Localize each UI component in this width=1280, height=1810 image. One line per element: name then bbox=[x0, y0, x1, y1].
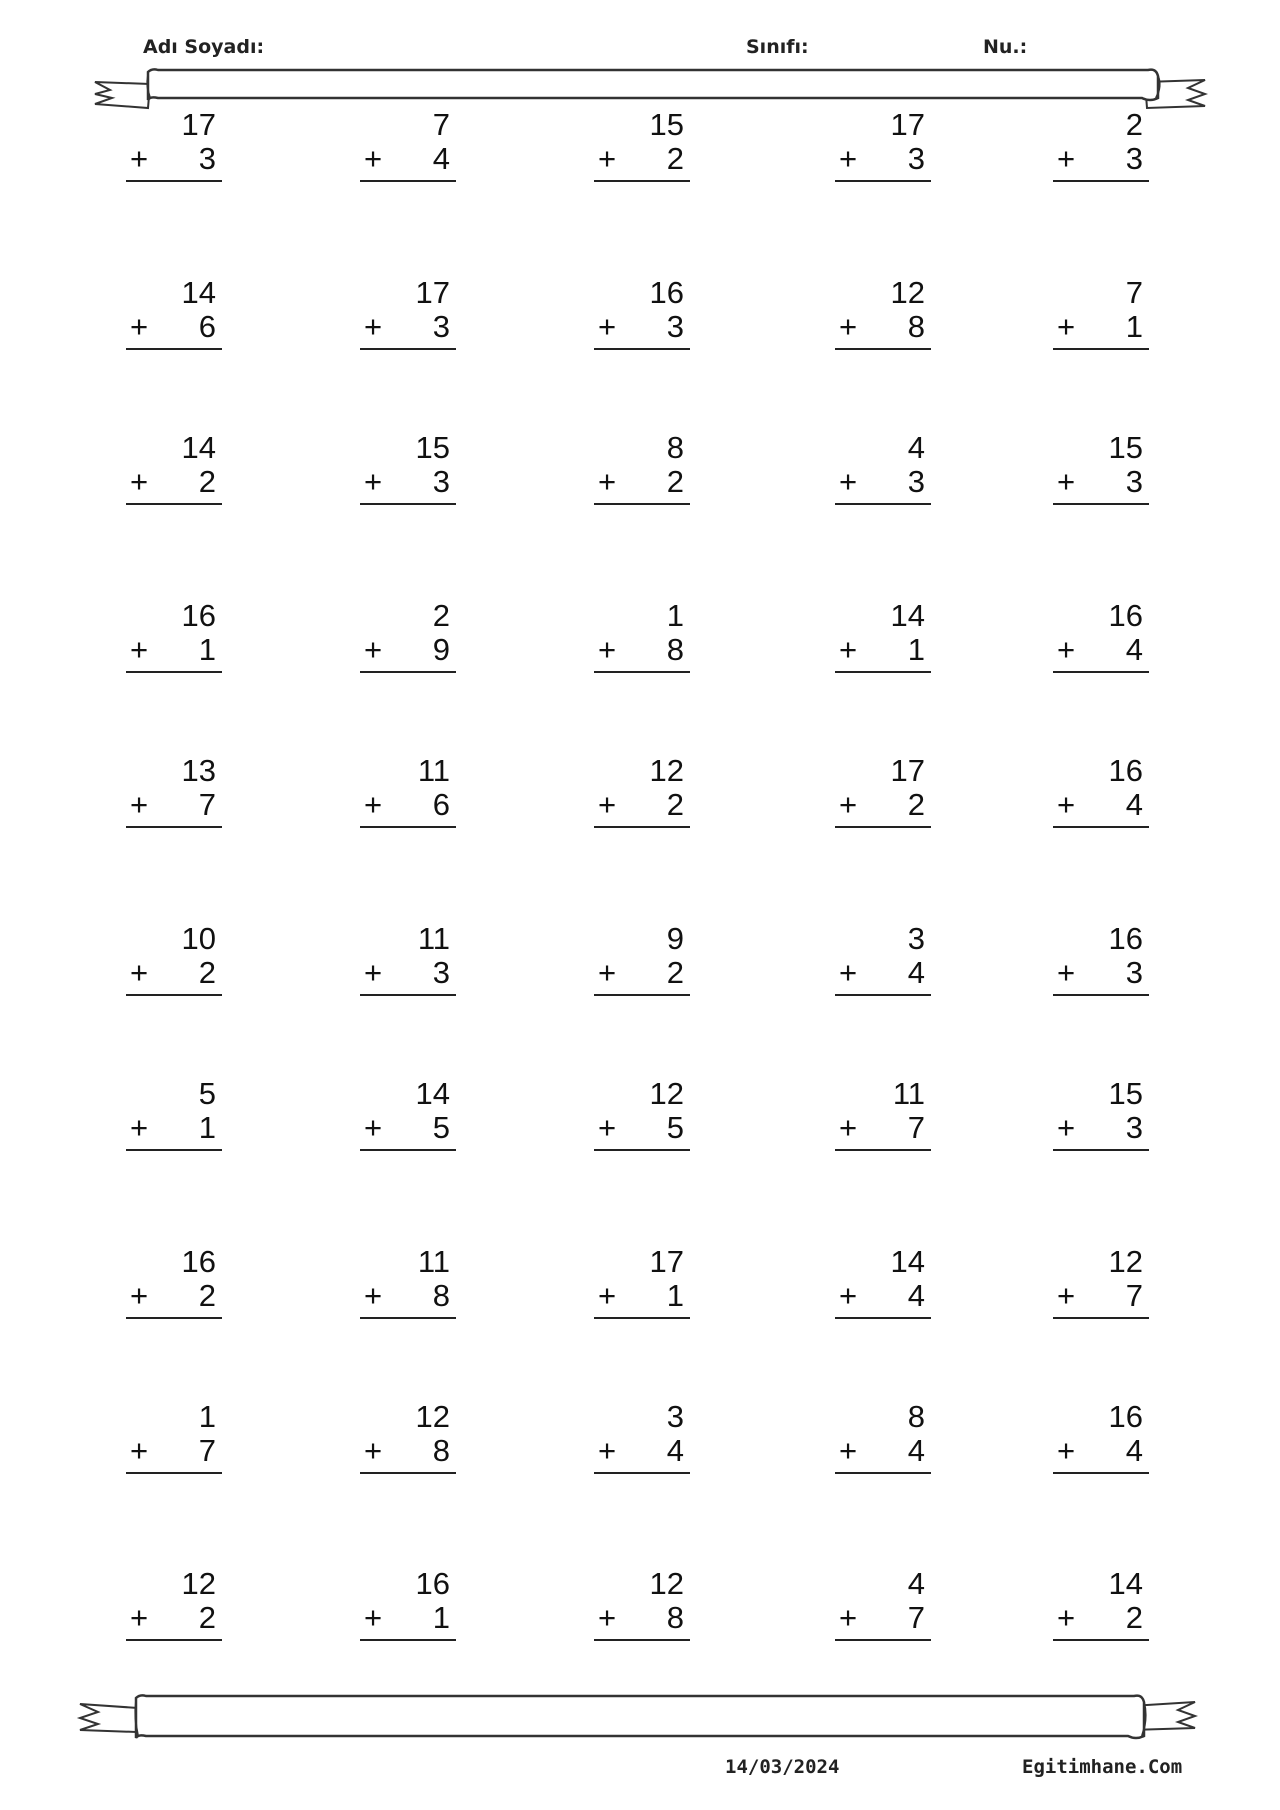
augend: 3 bbox=[907, 921, 925, 956]
sum-line bbox=[1053, 348, 1149, 350]
augend: 11 bbox=[892, 1076, 925, 1111]
sum-line bbox=[835, 348, 931, 350]
plus-sign: + bbox=[130, 309, 149, 344]
addend: 1 bbox=[432, 1600, 450, 1635]
sum-line bbox=[360, 1149, 456, 1151]
sum-line bbox=[594, 1472, 690, 1474]
addend: 4 bbox=[666, 1433, 684, 1468]
augend: 11 bbox=[417, 753, 450, 788]
addition-problem bbox=[590, 431, 690, 511]
augend: 16 bbox=[181, 598, 216, 633]
plus-sign: + bbox=[598, 141, 617, 176]
addition-problem bbox=[831, 1567, 931, 1647]
augend: 17 bbox=[890, 107, 925, 142]
addend: 3 bbox=[1125, 1110, 1143, 1145]
plus-sign: + bbox=[1057, 309, 1076, 344]
plus-sign: + bbox=[364, 787, 383, 822]
sum-line bbox=[360, 671, 456, 673]
plus-sign: + bbox=[130, 1433, 149, 1468]
plus-sign: + bbox=[130, 632, 149, 667]
sum-line bbox=[126, 348, 222, 350]
sum-line bbox=[835, 671, 931, 673]
plus-sign: + bbox=[839, 1278, 858, 1313]
addition-problem bbox=[590, 599, 690, 679]
sum-line bbox=[594, 348, 690, 350]
addend: 4 bbox=[907, 1278, 925, 1313]
sum-line bbox=[360, 348, 456, 350]
addend: 2 bbox=[666, 787, 684, 822]
addend: 8 bbox=[432, 1433, 450, 1468]
plus-sign: + bbox=[598, 955, 617, 990]
sum-line bbox=[1053, 1472, 1149, 1474]
addition-problem bbox=[590, 108, 690, 188]
addend: 8 bbox=[666, 1600, 684, 1635]
addend: 3 bbox=[666, 309, 684, 344]
addition-problem bbox=[356, 276, 456, 356]
addend: 2 bbox=[666, 464, 684, 499]
augend: 4 bbox=[907, 430, 925, 465]
addend: 1 bbox=[666, 1278, 684, 1313]
addition-problem bbox=[831, 276, 931, 356]
addend: 5 bbox=[666, 1110, 684, 1145]
addend: 2 bbox=[198, 1278, 216, 1313]
augend: 16 bbox=[1108, 921, 1143, 956]
addition-problem bbox=[831, 108, 931, 188]
augend: 12 bbox=[649, 1076, 684, 1111]
augend: 8 bbox=[907, 1399, 925, 1434]
plus-sign: + bbox=[364, 464, 383, 499]
addend: 7 bbox=[907, 1110, 925, 1145]
plus-sign: + bbox=[1057, 141, 1076, 176]
sum-line bbox=[126, 826, 222, 828]
plus-sign: + bbox=[839, 464, 858, 499]
addition-problem bbox=[122, 754, 222, 834]
plus-sign: + bbox=[130, 141, 149, 176]
addend: 7 bbox=[1125, 1278, 1143, 1313]
sum-line bbox=[1053, 671, 1149, 673]
addend: 8 bbox=[907, 309, 925, 344]
augend: 17 bbox=[181, 107, 216, 142]
addend: 3 bbox=[907, 141, 925, 176]
augend: 17 bbox=[890, 753, 925, 788]
addition-problem bbox=[1049, 1245, 1149, 1325]
augend: 1 bbox=[666, 598, 684, 633]
plus-sign: + bbox=[598, 309, 617, 344]
sum-line bbox=[594, 826, 690, 828]
addend: 2 bbox=[198, 955, 216, 990]
addition-problem bbox=[831, 922, 931, 1002]
sum-line bbox=[360, 826, 456, 828]
addition-problem bbox=[1049, 431, 1149, 511]
sum-line bbox=[126, 1317, 222, 1319]
addend: 4 bbox=[907, 1433, 925, 1468]
name-label: Adı Soyadı: bbox=[143, 36, 265, 58]
addend: 8 bbox=[432, 1278, 450, 1313]
addend: 1 bbox=[1125, 309, 1143, 344]
addend: 7 bbox=[907, 1600, 925, 1635]
augend: 12 bbox=[181, 1566, 216, 1601]
augend: 14 bbox=[890, 1244, 925, 1279]
addition-problem bbox=[590, 1245, 690, 1325]
addend: 2 bbox=[666, 955, 684, 990]
augend: 14 bbox=[181, 430, 216, 465]
addition-problem bbox=[356, 1077, 456, 1157]
sum-line bbox=[1053, 1317, 1149, 1319]
sum-line bbox=[360, 1317, 456, 1319]
augend: 14 bbox=[1108, 1566, 1143, 1601]
sum-line bbox=[594, 1149, 690, 1151]
addend: 8 bbox=[666, 632, 684, 667]
plus-sign: + bbox=[1057, 632, 1076, 667]
augend: 13 bbox=[181, 753, 216, 788]
plus-sign: + bbox=[364, 1110, 383, 1145]
sum-line bbox=[1053, 1639, 1149, 1641]
augend: 17 bbox=[415, 275, 450, 310]
sum-line bbox=[360, 994, 456, 996]
addition-problem bbox=[1049, 1077, 1149, 1157]
plus-sign: + bbox=[839, 1110, 858, 1145]
addend: 2 bbox=[1125, 1600, 1143, 1635]
plus-sign: + bbox=[839, 141, 858, 176]
addition-problem bbox=[122, 1567, 222, 1647]
addition-problem bbox=[1049, 754, 1149, 834]
addend: 3 bbox=[1125, 141, 1143, 176]
plus-sign: + bbox=[364, 632, 383, 667]
plus-sign: + bbox=[1057, 464, 1076, 499]
addition-problem bbox=[356, 108, 456, 188]
sum-line bbox=[835, 503, 931, 505]
augend: 9 bbox=[666, 921, 684, 956]
addend: 6 bbox=[198, 309, 216, 344]
sum-line bbox=[126, 180, 222, 182]
plus-sign: + bbox=[598, 1278, 617, 1313]
plus-sign: + bbox=[364, 309, 383, 344]
plus-sign: + bbox=[1057, 787, 1076, 822]
addition-problem bbox=[122, 276, 222, 356]
sum-line bbox=[594, 1639, 690, 1641]
addition-problem bbox=[590, 1400, 690, 1480]
addend: 3 bbox=[907, 464, 925, 499]
plus-sign: + bbox=[839, 632, 858, 667]
sum-line bbox=[835, 994, 931, 996]
addition-problem bbox=[1049, 922, 1149, 1002]
plus-sign: + bbox=[364, 1600, 383, 1635]
addend: 1 bbox=[907, 632, 925, 667]
sum-line bbox=[594, 503, 690, 505]
addend: 5 bbox=[432, 1110, 450, 1145]
addition-problem bbox=[831, 431, 931, 511]
sum-line bbox=[835, 1639, 931, 1641]
ribbon-banner-icon bbox=[0, 1692, 1280, 1752]
addition-problem bbox=[590, 1567, 690, 1647]
sum-line bbox=[1053, 994, 1149, 996]
augend: 12 bbox=[649, 1566, 684, 1601]
class-label: Sınıfı: bbox=[746, 36, 809, 58]
addition-problem bbox=[831, 1245, 931, 1325]
addend: 1 bbox=[198, 632, 216, 667]
addition-problem bbox=[590, 754, 690, 834]
augend: 2 bbox=[1125, 107, 1143, 142]
plus-sign: + bbox=[130, 464, 149, 499]
augend: 14 bbox=[890, 598, 925, 633]
addend: 4 bbox=[432, 141, 450, 176]
sum-line bbox=[835, 180, 931, 182]
number-label: Nu.: bbox=[983, 36, 1028, 58]
augend: 5 bbox=[198, 1076, 216, 1111]
addend: 3 bbox=[432, 955, 450, 990]
augend: 16 bbox=[1108, 753, 1143, 788]
plus-sign: + bbox=[1057, 1278, 1076, 1313]
plus-sign: + bbox=[598, 1433, 617, 1468]
footer-site: Egitimhane.Com bbox=[1022, 1756, 1183, 1778]
plus-sign: + bbox=[598, 1600, 617, 1635]
footer-date: 14/03/2024 bbox=[725, 1756, 840, 1778]
augend: 7 bbox=[432, 107, 450, 142]
augend: 11 bbox=[417, 1244, 450, 1279]
augend: 12 bbox=[1108, 1244, 1143, 1279]
sum-line bbox=[1053, 180, 1149, 182]
plus-sign: + bbox=[1057, 1110, 1076, 1145]
sum-line bbox=[360, 180, 456, 182]
sum-line bbox=[835, 1149, 931, 1151]
augend: 1 bbox=[198, 1399, 216, 1434]
sum-line bbox=[126, 1149, 222, 1151]
addend: 3 bbox=[1125, 955, 1143, 990]
sum-line bbox=[126, 503, 222, 505]
addition-problem bbox=[1049, 108, 1149, 188]
addition-problem bbox=[356, 1245, 456, 1325]
addition-problem bbox=[356, 599, 456, 679]
addition-problem bbox=[122, 922, 222, 1002]
sum-line bbox=[1053, 826, 1149, 828]
addition-problem bbox=[122, 1400, 222, 1480]
plus-sign: + bbox=[598, 464, 617, 499]
plus-sign: + bbox=[130, 1278, 149, 1313]
augend: 17 bbox=[649, 1244, 684, 1279]
sum-line bbox=[835, 1317, 931, 1319]
addend: 3 bbox=[432, 309, 450, 344]
addend: 7 bbox=[198, 1433, 216, 1468]
augend: 16 bbox=[1108, 1399, 1143, 1434]
sum-line bbox=[126, 1472, 222, 1474]
augend: 16 bbox=[1108, 598, 1143, 633]
addition-problem bbox=[122, 108, 222, 188]
sum-line bbox=[594, 671, 690, 673]
augend: 12 bbox=[415, 1399, 450, 1434]
addition-problem bbox=[356, 754, 456, 834]
augend: 16 bbox=[415, 1566, 450, 1601]
augend: 3 bbox=[666, 1399, 684, 1434]
addend: 3 bbox=[198, 141, 216, 176]
plus-sign: + bbox=[598, 1110, 617, 1145]
plus-sign: + bbox=[839, 955, 858, 990]
sum-line bbox=[594, 180, 690, 182]
addend: 4 bbox=[1125, 1433, 1143, 1468]
augend: 12 bbox=[890, 275, 925, 310]
addend: 4 bbox=[907, 955, 925, 990]
plus-sign: + bbox=[130, 1600, 149, 1635]
sum-line bbox=[594, 1317, 690, 1319]
addend: 4 bbox=[1125, 632, 1143, 667]
addition-problem bbox=[1049, 1567, 1149, 1647]
sum-line bbox=[835, 1472, 931, 1474]
augend: 2 bbox=[432, 598, 450, 633]
addition-problem bbox=[1049, 599, 1149, 679]
plus-sign: + bbox=[364, 1278, 383, 1313]
plus-sign: + bbox=[130, 1110, 149, 1145]
addition-problem bbox=[122, 599, 222, 679]
augend: 14 bbox=[415, 1076, 450, 1111]
augend: 14 bbox=[181, 275, 216, 310]
addition-problem bbox=[590, 1077, 690, 1157]
plus-sign: + bbox=[839, 787, 858, 822]
plus-sign: + bbox=[598, 632, 617, 667]
plus-sign: + bbox=[598, 787, 617, 822]
plus-sign: + bbox=[839, 309, 858, 344]
augend: 8 bbox=[666, 430, 684, 465]
sum-line bbox=[360, 503, 456, 505]
augend: 15 bbox=[1108, 1076, 1143, 1111]
addition-problem bbox=[356, 1400, 456, 1480]
addend: 1 bbox=[198, 1110, 216, 1145]
addend: 9 bbox=[432, 632, 450, 667]
plus-sign: + bbox=[364, 141, 383, 176]
sum-line bbox=[360, 1472, 456, 1474]
plus-sign: + bbox=[130, 787, 149, 822]
augend: 12 bbox=[649, 753, 684, 788]
plus-sign: + bbox=[839, 1433, 858, 1468]
sum-line bbox=[1053, 1149, 1149, 1151]
augend: 10 bbox=[181, 921, 216, 956]
augend: 15 bbox=[649, 107, 684, 142]
addition-problem bbox=[1049, 1400, 1149, 1480]
addition-problem bbox=[831, 1400, 931, 1480]
addend: 7 bbox=[198, 787, 216, 822]
augend: 11 bbox=[417, 921, 450, 956]
addition-problem bbox=[356, 431, 456, 511]
addition-problem bbox=[1049, 276, 1149, 356]
augend: 16 bbox=[649, 275, 684, 310]
sum-line bbox=[360, 1639, 456, 1641]
addition-problem bbox=[831, 754, 931, 834]
sum-line bbox=[126, 994, 222, 996]
sum-line bbox=[126, 1639, 222, 1641]
addend: 2 bbox=[666, 141, 684, 176]
addend: 3 bbox=[432, 464, 450, 499]
addition-problem bbox=[122, 431, 222, 511]
addition-problem bbox=[590, 922, 690, 1002]
plus-sign: + bbox=[839, 1600, 858, 1635]
plus-sign: + bbox=[1057, 955, 1076, 990]
addend: 2 bbox=[198, 464, 216, 499]
addition-problem bbox=[831, 599, 931, 679]
addend: 2 bbox=[198, 1600, 216, 1635]
addition-problem bbox=[122, 1245, 222, 1325]
sum-line bbox=[126, 671, 222, 673]
addition-problem bbox=[831, 1077, 931, 1157]
augend: 15 bbox=[415, 430, 450, 465]
addend: 4 bbox=[1125, 787, 1143, 822]
sum-line bbox=[594, 994, 690, 996]
addend: 6 bbox=[432, 787, 450, 822]
augend: 15 bbox=[1108, 430, 1143, 465]
sum-line bbox=[835, 826, 931, 828]
augend: 16 bbox=[181, 1244, 216, 1279]
plus-sign: + bbox=[364, 1433, 383, 1468]
addition-problem bbox=[356, 1567, 456, 1647]
addend: 3 bbox=[1125, 464, 1143, 499]
addend: 2 bbox=[907, 787, 925, 822]
augend: 7 bbox=[1125, 275, 1143, 310]
plus-sign: + bbox=[130, 955, 149, 990]
augend: 4 bbox=[907, 1566, 925, 1601]
addition-problem bbox=[590, 276, 690, 356]
plus-sign: + bbox=[1057, 1433, 1076, 1468]
sum-line bbox=[1053, 503, 1149, 505]
plus-sign: + bbox=[1057, 1600, 1076, 1635]
plus-sign: + bbox=[364, 955, 383, 990]
addition-problem bbox=[356, 922, 456, 1002]
addition-problem bbox=[122, 1077, 222, 1157]
